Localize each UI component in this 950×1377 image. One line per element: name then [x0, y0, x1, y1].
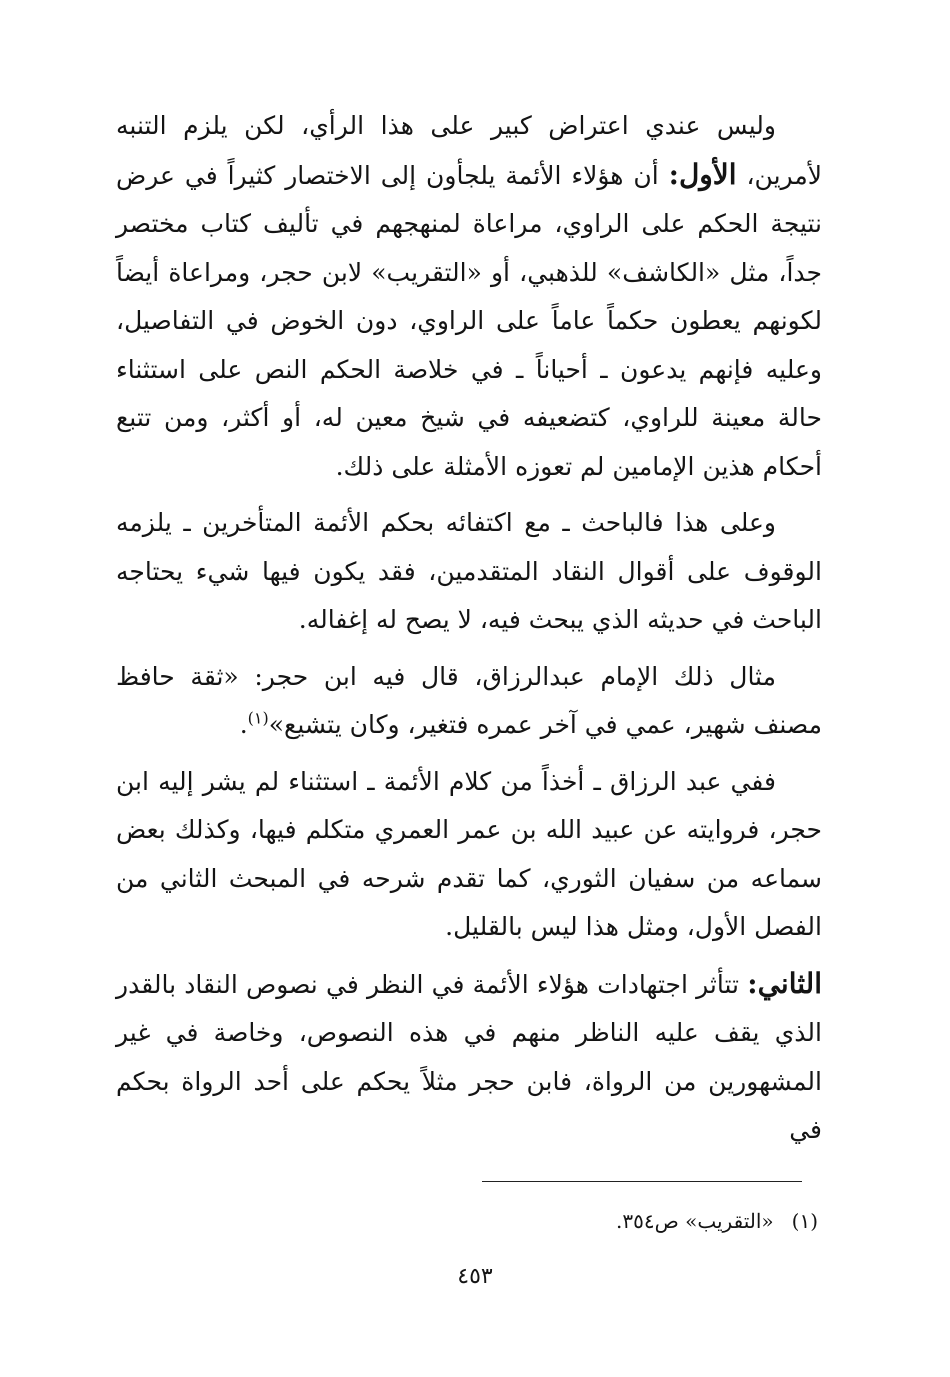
paragraph-3-end: .: [239, 710, 248, 739]
main-text: [116, 102, 822, 1163]
page-number: ٤٥٣: [457, 1264, 493, 1289]
paragraph-1: [116, 102, 822, 491]
paragraph-1-text-a: وليس عندي اعتراض كبير على هذا الرأي، لكن يلزم التنبه لأمرين،: [116, 111, 822, 190]
footnote-text: «التقريب» ص٣٥٤.: [615, 1209, 774, 1233]
paragraph-5: [116, 960, 822, 1155]
point-one-heading: الأول:: [668, 157, 737, 191]
paragraph-3: [116, 653, 822, 750]
paragraph-4: ففي عبد الرزاق ـ أخذاً من كلام الأئمة ـ استثناء لم يشر إليه ابن حجر، فروايته عن عبيد الله بن عمر العمري متكلم فيها، وكذلك بعض سماعه من سفيان الثوري، كما تقدم شرحه في المبحث الثاني من الفصل الأول، ومثل هذا ليس بالقليل.: [116, 766, 822, 941]
paragraph-5-text: تتأثر اجتهادات هؤلاء الأئمة في النظر في نصوص النقاد بالقدر الذي يقف عليه الناظر منهم في هذه النصوص، وخاصة في غير المشهورين من الرواة، فابن حجر مثلاً يحكم على أحد الرواة بحكم في: [116, 969, 822, 1144]
footnote-divider: [482, 1181, 802, 1182]
paragraph-2: وعلى هذا فالباحث ـ مع اكتفائه بحكم الأئمة المتأخرين ـ يلزمه الوقوف على أقوال النقاد المتقدمين، فقد يكون فيها شيء يحتاجه الباحث في حديثه الذي يبحث فيه، لا يصح له إغفاله.: [116, 508, 822, 634]
point-two-heading: الثاني:: [747, 966, 822, 1000]
paragraph-1-text-b: أن هؤلاء الأئمة يلجأون إلى الاختصار كثيراً في عرض نتيجة الحكم على الراوي، مراعاة لمنهجهم في تأليف كتاب مختصر جداً، مثل «الكاشف» للذهبي، أو «التقريب» لابن حجر، ومراعاة أيضاً لكونهم يعطون حكماً عاماً على الراوي، دون الخوض في التفاصيل، وعليه فإنهم يدعون ـ أحياناً ـ في خلاصة الحكم النص على استثناء حالة معينة للراوي، كتضعيفه في شيخ معين له، أو أكثر، ومن تتبع أحكام هذين الإمامين لم تعوزه الأمثلة على ذلك.: [116, 160, 822, 481]
footnote-reference[interactable]: (١): [247, 708, 269, 728]
footnote-number: (١): [791, 1209, 818, 1233]
paragraph-3-text: مثال ذلك الإمام عبدالرزاق، قال فيه ابن حجر: «ثقة حافظ مصنف شهير، عمي في آخر عمره فتغير، وكان يتشيع»: [116, 661, 822, 739]
footnote: [616, 1206, 818, 1236]
